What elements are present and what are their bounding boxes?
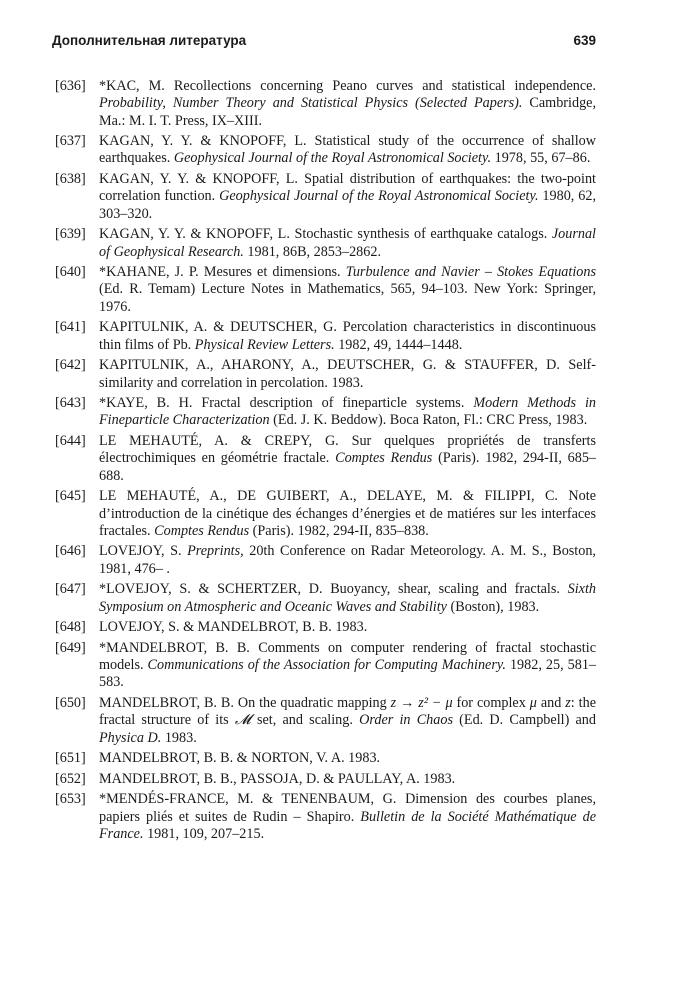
reference-number: [648] (55, 619, 86, 636)
reference-number: [637] (55, 133, 86, 150)
reference-number: [641] (55, 319, 86, 336)
reference-text (99, 543, 596, 578)
page-number: 639 (573, 33, 596, 48)
reference-segment: (Ed. R. Temam) Lecture Notes in Mathematics, 565, 94–103. New York: Springer, 1976. (99, 281, 596, 315)
reference-segment: : the fractal structure of its (99, 694, 596, 729)
reference-segment: KAPITULNIK, A., AHARONY, A., DEUTSCHER, G. & STAUFFER, D. Self-similarity and correlation in percolation. 1983. (99, 357, 596, 391)
reference-number: [651] (55, 750, 86, 767)
reference-segment: *KAC, M. Recollections concerning Peano curves and statistical independence. (99, 78, 596, 94)
reference-segment: and (536, 694, 566, 711)
reference-text (99, 695, 596, 747)
reference-segment: 1981, 109, 207–215. (143, 825, 265, 842)
reference-segment: KAPITULNIK, A. & DEUTSCHER, G. Percolation characteristics in discontinuous thin films of Pb. (99, 319, 596, 353)
reference-segment: Cambridge, Ma.: M. I. T. Press, IX–XIII. (99, 95, 597, 129)
reference-number: [653] (55, 791, 86, 808)
reference-list (55, 78, 596, 847)
reference-italic-segment: Order in Chaos (359, 712, 453, 729)
reference-segment: (Boston), 1983. (446, 598, 540, 615)
reference-segment: set, and scaling. (250, 712, 360, 729)
reference-number: [636] (55, 78, 86, 94)
reference-italic-segment: Physical Review Letters. (194, 336, 335, 353)
reference-entry (55, 771, 596, 788)
reference-number: [646] (55, 543, 86, 560)
reference-text (99, 771, 596, 788)
reference-entry (55, 750, 596, 767)
reference-italic-segment: Sixth Symposium on Atmospheric and Oceanic Waves and Stability (99, 581, 596, 615)
reference-text (99, 619, 596, 636)
reference-entry (55, 133, 596, 168)
reference-italic-segment: Physica D. (99, 729, 162, 746)
reference-italic-segment: Probability, Number Theory and Statistical Physics (Selected Papers). (99, 95, 523, 112)
reference-segment: *MENDÉS-FRANCE, M. & TENENBAUM, G. Dimension des courbes planes, papiers pliés et suites de Rudin – Shapiro. (99, 791, 596, 825)
reference-segment: 1978, 55, 67–86. (491, 150, 591, 167)
reference-number: [642] (55, 357, 86, 374)
reference-italic-segment: Turbulence and Navier – Stokes Equations (345, 264, 596, 281)
reference-entry (55, 488, 596, 540)
reference-segment: for complex (452, 694, 530, 711)
reference-segment: 1983. (161, 729, 197, 746)
reference-segment: *MANDELBROT, B. B. Comments on computer rendering of fractal stochastic models. (99, 639, 596, 674)
reference-text (99, 264, 596, 316)
reference-segment: 1980, 62, 303–320. (99, 188, 596, 222)
reference-number: [644] (55, 433, 86, 450)
reference-entry (55, 543, 596, 578)
reference-number: [650] (55, 694, 86, 711)
reference-text (99, 581, 596, 616)
reference-entry (55, 395, 596, 430)
reference-entry (55, 695, 596, 747)
reference-segment: MANDELBROT, B. B., PASSOJA, D. & PAULLAY, A. 1983. (99, 770, 456, 787)
reference-text (99, 640, 596, 692)
reference-text (99, 395, 596, 430)
reference-italic-segment: Geophysical Journal of the Royal Astronomical Society. (219, 188, 539, 205)
reference-segment: *LOVEJOY, S. & SCHERTZER, D. Buoyancy, shear, scaling and fractals. (99, 581, 568, 598)
reference-entry (55, 581, 596, 616)
reference-number: [638] (55, 171, 86, 188)
reference-italic-segment: μ (529, 694, 537, 711)
reference-segment: KAGAN, Y. Y. & KNOPOFF, L. Spatial distribution of earthquakes: the two-point correlation function. (99, 171, 596, 205)
reference-italic-segment: Preprints, (187, 543, 244, 560)
running-header (52, 33, 596, 48)
reference-italic-segment: Communications of the Association for Computing Machinery. (147, 657, 506, 674)
reference-segment: 1982, 25, 581–583. (99, 657, 597, 691)
reference-segment: KAGAN, Y. Y. & KNOPOFF, L. Statistical study of the occurrence of shallow earthquakes. (99, 133, 596, 167)
reference-number: [647] (55, 581, 86, 598)
reference-italic-segment: Comptes Rendus (154, 522, 250, 539)
reference-text (99, 226, 596, 261)
reference-number: [652] (55, 770, 86, 787)
reference-number: [639] (55, 226, 86, 243)
reference-italic-segment: Comptes Rendus (335, 450, 433, 467)
reference-entry (55, 78, 596, 130)
reference-entry (55, 264, 596, 316)
reference-text (99, 171, 596, 223)
reference-number: [649] (55, 639, 86, 656)
reference-segment: (Ed. D. Campbell) and (452, 712, 596, 729)
reference-segment: 20th Conference on Radar Meteorology. A. M. S., Boston, 1981, 476– . (99, 543, 596, 577)
reference-entry (55, 433, 596, 485)
reference-entry (55, 357, 596, 392)
reference-segment: LE MEHAUTÉ, A. & CREPY, G. Sur quelques propriétés de transferts électrochimiques en géométrie fractale. (99, 433, 596, 467)
reference-segment: (Paris). 1982, 294-II, 685–688. (99, 450, 597, 484)
reference-italic-segment: z → z² − μ (390, 694, 453, 711)
reference-text (99, 357, 596, 392)
reference-italic-segment: Modern Methods in Fineparticle Characterization (99, 395, 596, 429)
reference-entry (55, 619, 596, 636)
reference-text (99, 78, 596, 130)
reference-entry (55, 640, 596, 692)
reference-number: [643] (55, 395, 86, 412)
reference-text (99, 133, 596, 168)
reference-segment: KAGAN, Y. Y. & KNOPOFF, L. Stochastic synthesis of earthquake catalogs. (99, 226, 552, 243)
reference-segment: (Paris). 1982, 294-II, 835–838. (249, 522, 429, 539)
reference-text (99, 750, 596, 767)
reference-entry (55, 171, 596, 223)
reference-entry (55, 319, 596, 354)
reference-segment: LOVEJOY, S. (99, 543, 188, 560)
reference-italic-segment: Journal of Geophysical Research. (99, 226, 596, 260)
reference-number: [645] (55, 488, 86, 505)
reference-italic-segment: Bulletin de la Société Mathématique de France. (99, 808, 596, 842)
reference-italic-segment: Geophysical Journal of the Royal Astronomical Society. (173, 150, 492, 167)
reference-segment: MANDELBROT, B. B. On the quadratic mapping (99, 694, 391, 711)
reference-number: [640] (55, 264, 86, 281)
reference-segment: *KAHANE, J. P. Mesures et dimensions. (99, 264, 346, 281)
section-title: Дополнительная литература (52, 33, 247, 48)
reference-text (99, 488, 596, 540)
reference-segment: 1981, 86B, 2853–2862. (243, 243, 382, 260)
reference-italic-segment: z (565, 694, 571, 711)
reference-segment: MANDELBROT, B. B. & NORTON, V. A. 1983. (99, 750, 381, 767)
reference-segment: LOVEJOY, S. & MANDELBROT, B. B. 1983. (99, 619, 368, 636)
reference-entry (55, 226, 596, 261)
reference-text (99, 319, 596, 354)
reference-segment: *KAYE, B. H. Fractal description of fineparticle systems. (99, 395, 474, 412)
reference-text (99, 791, 596, 843)
reference-segment: LE MEHAUTÉ, A., DE GUIBERT, A., DELAYE, M. & FILIPPI, C. Note d’introduction de la cinétique des échanges d’énergies et de matiéres sur les interfaces fractales. (99, 488, 596, 539)
reference-entry (55, 791, 596, 843)
reference-segment: 1982, 49, 1444–1448. (334, 336, 463, 353)
reference-text (99, 433, 596, 485)
reference-italic-segment: 𝓜 (234, 712, 251, 729)
reference-segment: (Ed. J. K. Beddow). Boca Raton, Fl.: CRC Press, 1983. (269, 412, 588, 429)
